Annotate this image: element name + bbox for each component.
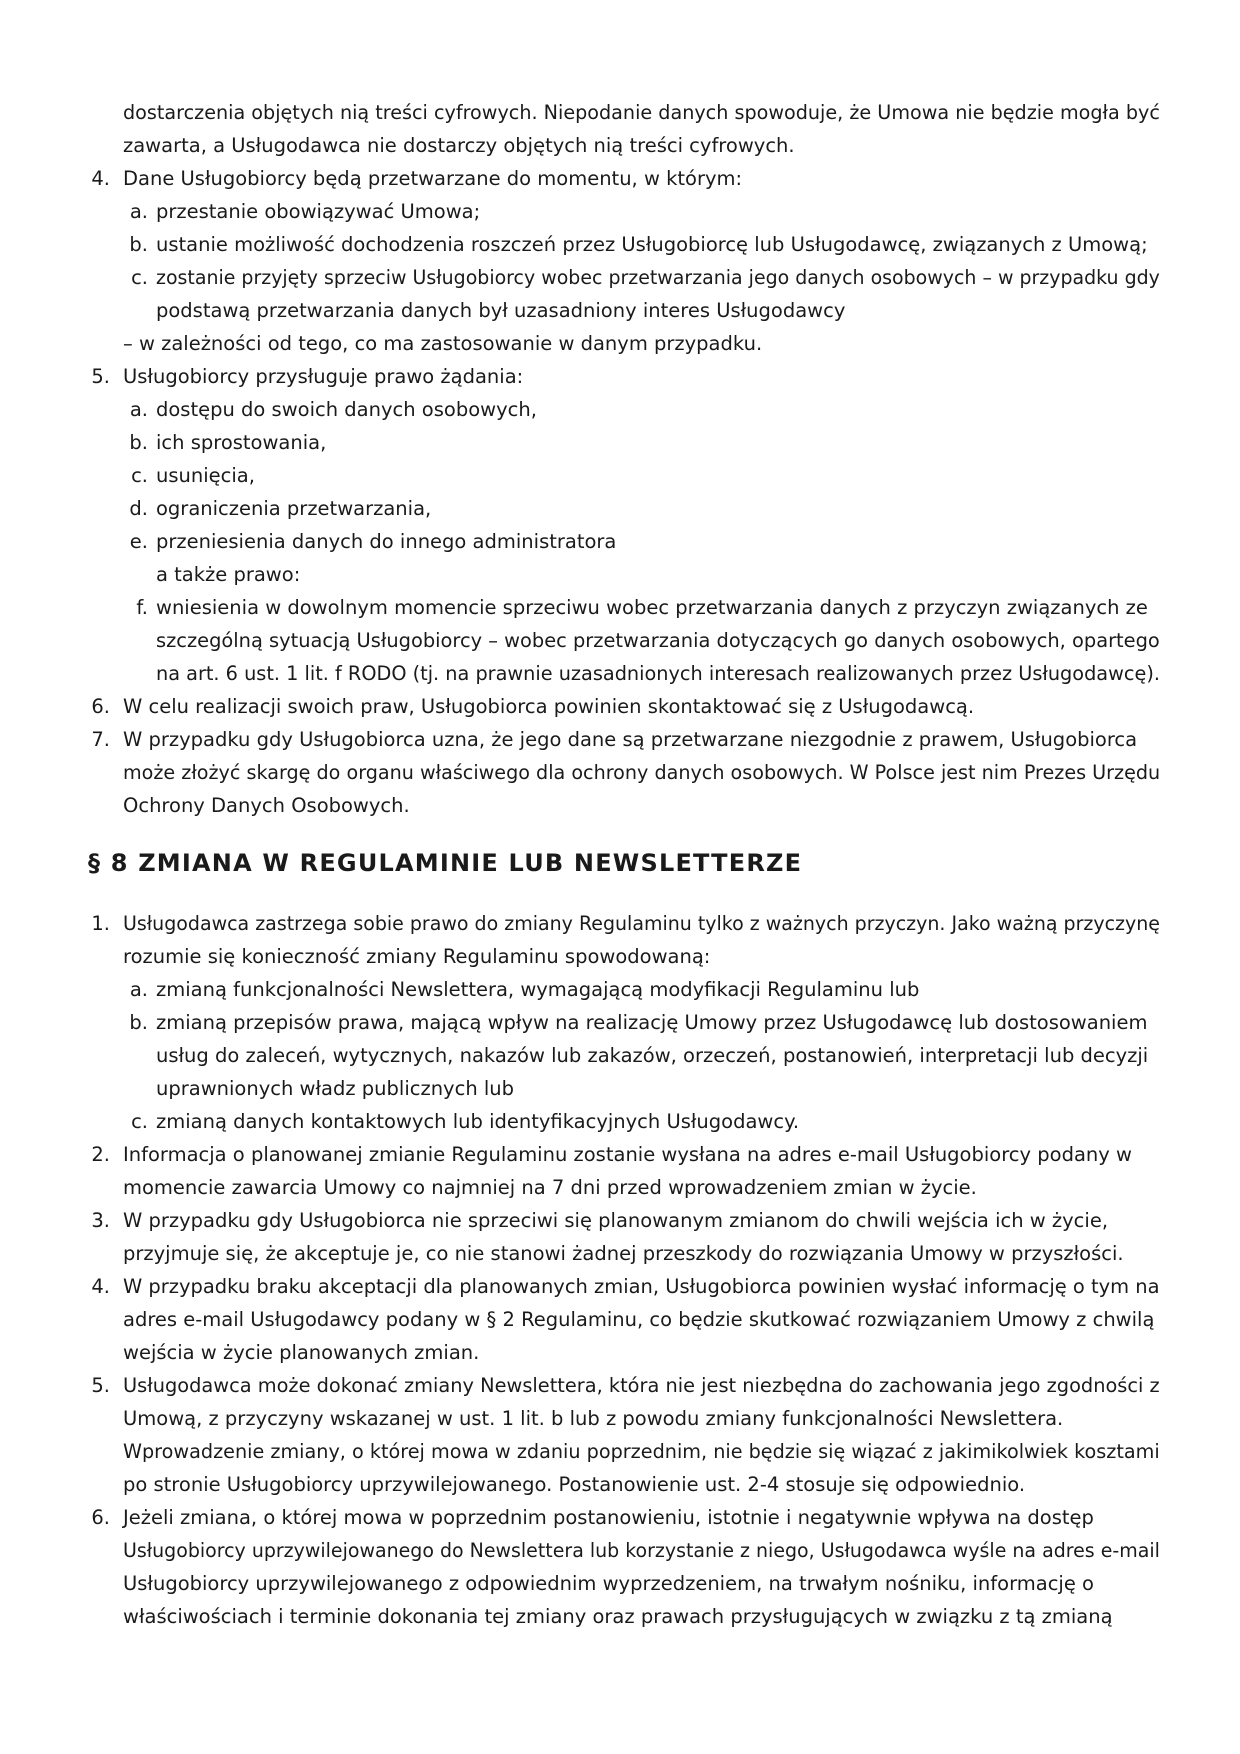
list-item-text: Usługobiorcy uprzywilejowanego do Newslettera lub korzystanie z niego, Usługodawca wyśle na adres e-mail bbox=[123, 1539, 1160, 1562]
sublist-letter: e. bbox=[129, 530, 148, 553]
sublist-item-text: podstawą przetwarzania danych był uzasadniony interes Usługodawcy bbox=[156, 299, 846, 322]
list-item-text: Dane Usługobiorcy będą przetwarzane do momentu, w którym: bbox=[123, 167, 743, 190]
sublist-item-text: na art. 6 ust. 1 lit. f RODO (tj. na prawnie uzasadnionych interesach realizowanych przez Usługodawcę). bbox=[156, 662, 1160, 685]
list-item-text: rozumie się konieczność zmiany Regulaminu spowodowaną: bbox=[123, 945, 711, 968]
sublist-letter: c. bbox=[131, 266, 148, 289]
sublist-item-text: zmianą przepisów prawa, mającą wpływ na realizację Umowy przez Usługodawcę lub dostosowaniem bbox=[156, 1011, 1148, 1034]
list-item-text: Usługobiorcy przysługuje prawo żądania: bbox=[123, 365, 524, 388]
list-number: 7. bbox=[91, 728, 110, 751]
sublist-letter: b. bbox=[129, 1011, 148, 1034]
paragraph-line: zawarta, a Usługodawca nie dostarczy objętych nią treści cyfrowych. bbox=[123, 134, 795, 157]
list-item-closing: – w zależności od tego, co ma zastosowanie w danym przypadku. bbox=[123, 332, 763, 355]
list-item-text: Informacja o planowanej zmianie Regulaminu zostanie wysłana na adres e-mail Usługobiorcy podany w bbox=[123, 1143, 1132, 1166]
list-item-text: Wprowadzenie zmiany, o której mowa w zdaniu poprzednim, nie będzie się wiązać z jakimikolwiek kosztami bbox=[123, 1440, 1160, 1463]
list-number: 5. bbox=[91, 365, 110, 388]
list-item-text: momencie zawarcia Umowy co najmniej na 7 dni przed wprowadzeniem zmian w życie. bbox=[123, 1176, 977, 1199]
list-number: 6. bbox=[91, 1506, 110, 1529]
list-number: 2. bbox=[91, 1143, 110, 1166]
sublist-item-text: szczególną sytuacją Usługobiorcy – wobec przetwarzania dotyczących go danych osobowych, opartego bbox=[156, 629, 1160, 652]
sublist-item-text: zmianą danych kontaktowych lub identyfikacyjnych Usługodawcy. bbox=[156, 1110, 800, 1133]
sublist-letter: a. bbox=[129, 398, 148, 421]
list-item-text: adres e-mail Usługodawcy podany w § 2 Regulaminu, co będzie skutkować rozwiązaniem Umowy z chwilą bbox=[123, 1308, 1155, 1331]
sublist-letter: b. bbox=[129, 431, 148, 454]
sublist-letter: d. bbox=[129, 497, 148, 520]
list-number: 4. bbox=[91, 167, 110, 190]
list-item-text: może złożyć skargę do organu właściwego dla ochrony danych osobowych. W Polsce jest nim Prezes Urzędu bbox=[123, 761, 1161, 784]
list-item-text: Jeżeli zmiana, o której mowa w poprzednim postanowieniu, istotnie i negatywnie wpływa na dostęp bbox=[123, 1506, 1094, 1529]
list-number: 4. bbox=[91, 1275, 110, 1298]
list-item-text: W przypadku gdy Usługobiorca uzna, że jego dane są przetwarzane niezgodnie z prawem, Usługobiorca bbox=[123, 728, 1138, 751]
list-item-text: właściwościach i terminie dokonania tej zmiany oraz prawach przysługujących w związku z tą zmianą bbox=[123, 1605, 1113, 1628]
sublist-item-text: przeniesienia danych do innego administratora bbox=[156, 530, 617, 553]
sublist-letter: b. bbox=[129, 233, 148, 256]
sublist-letter: c. bbox=[131, 1110, 148, 1133]
sublist-item-text: usunięcia, bbox=[156, 464, 255, 487]
sublist-letter: f. bbox=[136, 596, 148, 619]
list-number: 5. bbox=[91, 1374, 110, 1397]
list-item-text: Usługodawca zastrzega sobie prawo do zmiany Regulaminu tylko z ważnych przyczyn. Jako ważną przyczynę bbox=[123, 912, 1160, 935]
paragraph-line: dostarczenia objętych nią treści cyfrowych. Niepodanie danych spowoduje, że Umowa nie będzie mogła być bbox=[123, 101, 1160, 124]
list-item-text: Umową, z przyczyny wskazanej w ust. 1 lit. b lub z powodu zmiany funkcjonalności Newslettera. bbox=[123, 1407, 1064, 1430]
sublist-letter: a. bbox=[129, 200, 148, 223]
sublist-item-text: ograniczenia przetwarzania, bbox=[156, 497, 432, 520]
sublist-item-text: zmianą funkcjonalności Newslettera, wymagającą modyfikacji Regulaminu lub bbox=[156, 978, 920, 1001]
list-item-text: Usługodawca może dokonać zmiany Newslettera, która nie jest niezbędna do zachowania jego zgodności z bbox=[123, 1374, 1160, 1397]
list-item-text: Usługobiorcy uprzywilejowanego z odpowiednim wyprzedzeniem, na trwałym nośniku, informację o bbox=[123, 1572, 1094, 1595]
section-heading: § 8 ZMIANA W REGULAMINIE LUB NEWSLETTERZE bbox=[88, 849, 803, 877]
list-item-text: po stronie Usługobiorcy uprzywilejowanego. Postanowienie ust. 2-4 stosuje się odpowiednio. bbox=[123, 1473, 1026, 1496]
sublist-letter: a. bbox=[129, 978, 148, 1001]
list-item-text: przyjmuje się, że akceptuje je, co nie stanowi żadnej przeszkody do rozwiązania Umowy w przyszłości. bbox=[123, 1242, 1124, 1265]
list-item-text: W przypadku gdy Usługobiorca nie sprzeciwi się planowanym zmianom do chwili wejścia ich w życie, bbox=[123, 1209, 1109, 1232]
list-number: 3. bbox=[91, 1209, 110, 1232]
list-item-text: wejścia w życie planowanych zmian. bbox=[123, 1341, 480, 1364]
list-number: 6. bbox=[91, 695, 110, 718]
list-item-text: W celu realizacji swoich praw, Usługobiorca powinien skontaktować się z Usługodawcą. bbox=[123, 695, 975, 718]
sublist-letter: c. bbox=[131, 464, 148, 487]
sublist-item-text: usług do zaleceń, wytycznych, nakazów lub zakazów, orzeczeń, postanowień, interpretacji lub decyzji bbox=[156, 1044, 1149, 1067]
sublist-item-text: ustanie możliwość dochodzenia roszczeń przez Usługobiorcę lub Usługodawcę, związanych z Umową; bbox=[156, 233, 1148, 256]
sublist-interjection: a także prawo: bbox=[156, 563, 301, 586]
list-item-text: Ochrony Danych Osobowych. bbox=[123, 794, 410, 817]
sublist-item-text: wniesienia w dowolnym momencie sprzeciwu wobec przetwarzania danych z przyczyn związanych ze bbox=[156, 596, 1148, 619]
list-number: 1. bbox=[91, 912, 110, 935]
sublist-item-text: ich sprostowania, bbox=[156, 431, 327, 454]
sublist-item-text: dostępu do swoich danych osobowych, bbox=[156, 398, 537, 421]
sublist-item-text: uprawnionych władz publicznych lub bbox=[156, 1077, 515, 1100]
sublist-item-text: przestanie obowiązywać Umowa; bbox=[156, 200, 481, 223]
list-item-text: W przypadku braku akceptacji dla planowanych zmian, Usługobiorca powinien wysłać informację o tym na bbox=[123, 1275, 1160, 1298]
sublist-item-text: zostanie przyjęty sprzeciw Usługobiorcy wobec przetwarzania jego danych osobowych – w przypadku gdy bbox=[156, 266, 1160, 289]
